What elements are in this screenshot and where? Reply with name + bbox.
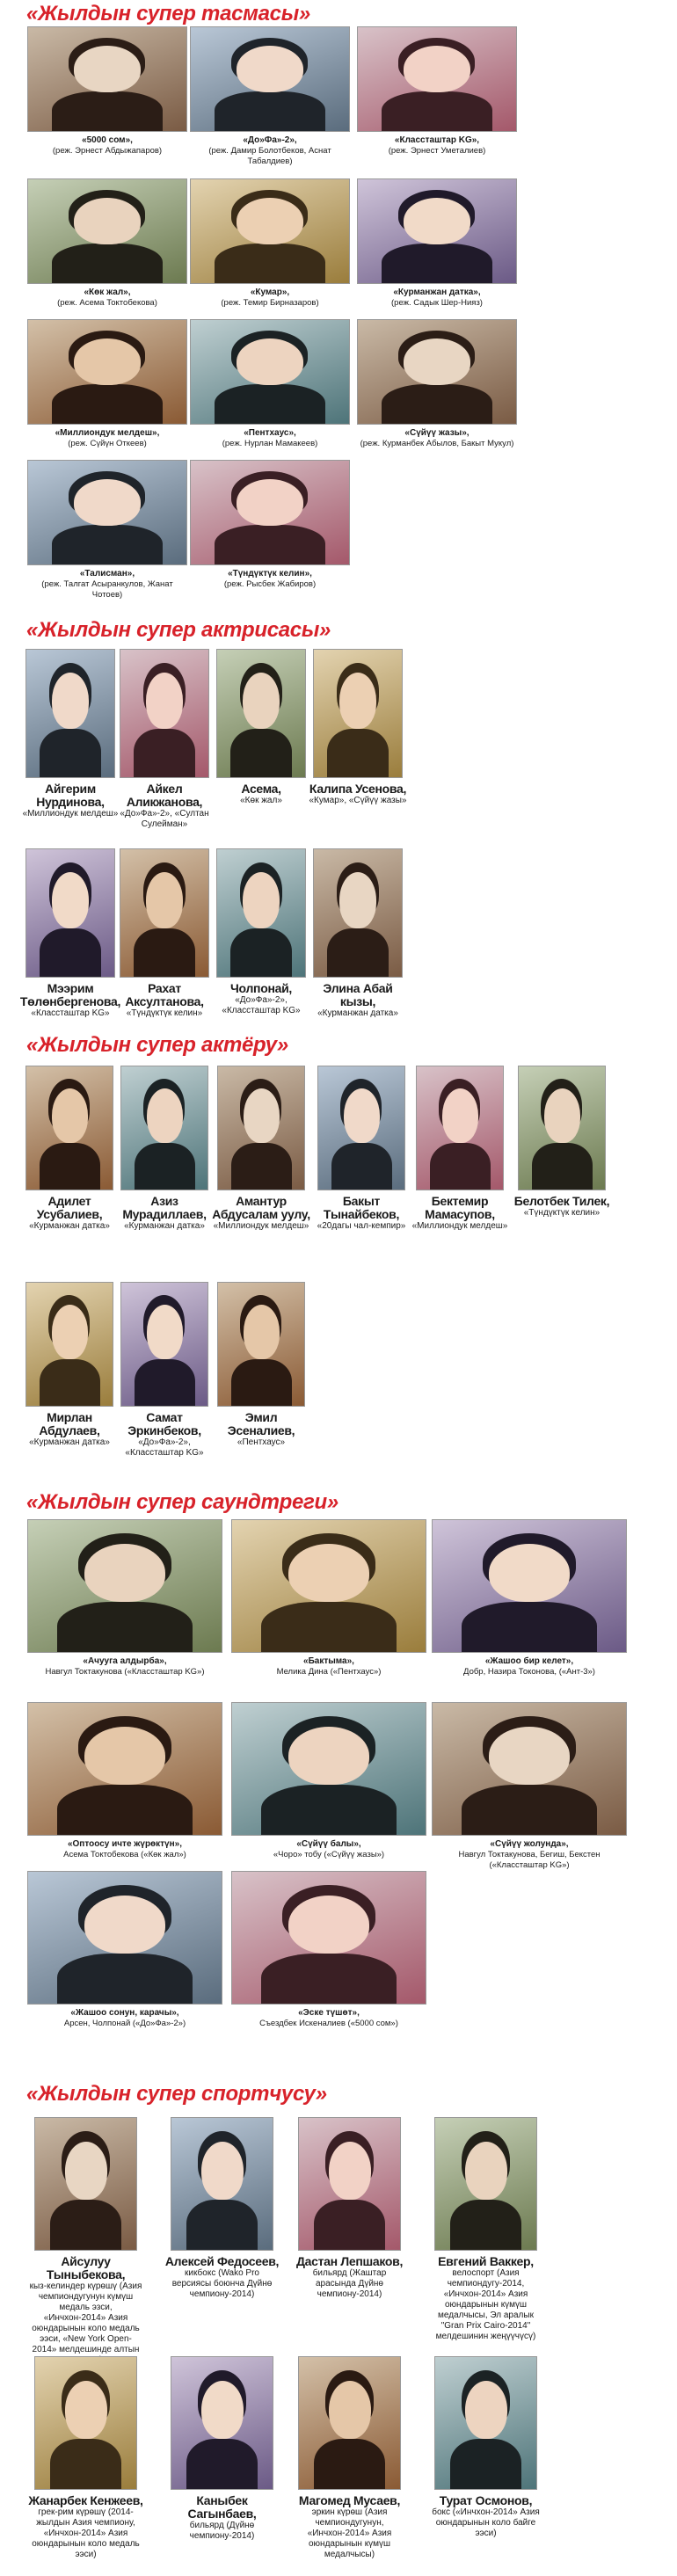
athlete-photo xyxy=(34,2356,137,2490)
athlete-role: эркин күрөш (Азия чемпиондугунун, «Инчхон-2014» Азия оюндарынын күмүш медалчысы) xyxy=(307,2507,392,2559)
actress-item[interactable] xyxy=(210,848,312,1016)
athlete-item[interactable] xyxy=(428,2356,543,2539)
soundtrack-title: «Ачууга алдырба», xyxy=(83,1656,167,1666)
athlete-name: Дастан Лепшаков, xyxy=(295,2254,404,2268)
soundtrack-performer: Мелика Дина («Пентхаус») xyxy=(276,1667,382,1677)
actress-photo xyxy=(313,649,403,778)
actor-item[interactable] xyxy=(19,1282,120,1448)
soundtrack-caption xyxy=(26,1656,223,1677)
soundtrack-title: «Эске түшөт», xyxy=(298,2008,360,2018)
actor-photo xyxy=(25,1066,113,1190)
film-photo xyxy=(27,460,187,565)
athlete-photo xyxy=(434,2356,537,2490)
athlete-photo xyxy=(434,2117,537,2251)
actor-role: «Миллиондук мелдеш» xyxy=(213,1221,309,1231)
film-item[interactable] xyxy=(356,26,518,156)
film-title: «Сүйүү жазы», xyxy=(404,428,470,438)
actress-name: Айгерим Нурдинова, xyxy=(36,782,105,809)
soundtrack-photo xyxy=(27,1871,222,2005)
actress-item[interactable] xyxy=(307,848,409,1019)
film-title: «До»Фа»-2», xyxy=(243,135,297,145)
athlete-name: Алексей Федосеев, xyxy=(164,2254,280,2268)
athlete-name: Турат Осмонов, xyxy=(439,2493,533,2507)
film-item[interactable] xyxy=(356,319,518,449)
actor-photo xyxy=(120,1066,208,1190)
soundtrack-item[interactable] xyxy=(26,1519,223,1677)
actresses-section-title: «Жылдын супер актрисасы» xyxy=(26,618,331,642)
soundtrack-photo xyxy=(27,1519,222,1653)
actor-photo xyxy=(25,1282,113,1407)
actor-role: «Курманжан датка» xyxy=(29,1437,110,1447)
athlete-role: бокс («Инчхон-2014» Азия оюндарынын коло байге ээси) xyxy=(432,2507,540,2538)
soundtrack-item[interactable] xyxy=(26,1702,223,1860)
soundtrack-title: «Сүйүү жолунда», xyxy=(490,1839,569,1849)
film-photo xyxy=(357,26,517,132)
actor-photo xyxy=(317,1066,405,1190)
athlete-item[interactable] xyxy=(292,2356,407,2560)
film-caption xyxy=(189,135,351,167)
actor-name: Бектемир Мамасупов, xyxy=(425,1194,495,1221)
soundtrack-performer: Добр, Назира Токонова, («Ант-3») xyxy=(463,1667,595,1677)
actress-item[interactable] xyxy=(210,649,312,806)
film-caption xyxy=(189,287,351,309)
actor-name: Белотбек Тилек, xyxy=(513,1194,610,1208)
actress-name: Асема, xyxy=(241,782,281,796)
film-director: (реж. Талгат Асыранкулов, Жанат Чотоев) xyxy=(41,579,173,600)
film-item[interactable] xyxy=(189,460,351,590)
athlete-role: кикбокс (Wako Pro версиясы боюнча Дүйнө чемпиону-2014) xyxy=(171,2268,273,2299)
soundtrack-performer: Навгул Токтакунова, Бегиш, Бекстен («Классташтар KG») xyxy=(458,1850,601,1870)
soundtrack-title: «Сүйүү балы», xyxy=(296,1839,361,1849)
soundtrack-item[interactable] xyxy=(230,1519,427,1677)
film-director: (реж. Эрнест Уметалиев) xyxy=(388,146,486,156)
actress-item[interactable] xyxy=(113,848,215,1019)
film-director: (реж. Темир Бирназаров) xyxy=(221,298,319,308)
athlete-item[interactable] xyxy=(428,2117,543,2342)
athlete-photo xyxy=(34,2117,137,2251)
athlete-item[interactable] xyxy=(164,2356,280,2542)
actor-item[interactable] xyxy=(512,1066,612,1219)
actor-item[interactable] xyxy=(114,1066,215,1232)
soundtrack-photo xyxy=(231,1702,426,1836)
soundtrack-photo xyxy=(231,1871,426,2005)
actress-photo xyxy=(120,649,209,778)
actors-section-title: «Жылдын супер актёру» xyxy=(26,1033,288,1057)
actress-item[interactable] xyxy=(19,649,121,819)
film-photo xyxy=(357,178,517,284)
actress-name: Калипа Усенова, xyxy=(309,782,407,796)
film-caption xyxy=(26,569,188,600)
film-director: (реж. Сүйүн Откеев) xyxy=(68,439,147,448)
actress-name: Айкел Аликжанова, xyxy=(126,782,203,809)
film-item[interactable] xyxy=(356,178,518,309)
athlete-role: кыз-келиндер күрөшү (Азия чемпиондугунун күмүш медаль эзси, «Инчхон-2014» Азия оюндарынын коло медаль ээси, «New York Open-2014» мелдешинде алтын xyxy=(29,2281,142,2354)
athlete-name: Евгений Ваккер, xyxy=(438,2254,534,2268)
soundtrack-performer: Асема Токтобекова («Көк жал») xyxy=(63,1850,186,1859)
film-item[interactable] xyxy=(189,319,351,449)
soundtrack-title: «Оптоосу ичте жүрөктүн», xyxy=(67,1839,183,1849)
film-item[interactable] xyxy=(26,319,188,449)
film-item[interactable] xyxy=(189,178,351,309)
film-item[interactable] xyxy=(26,460,188,600)
soundtrack-item[interactable] xyxy=(230,1871,427,2029)
actress-name: Рахат Аксултанова, xyxy=(125,981,204,1008)
athlete-role: бильярд (Дүйнө чемпиону-2014) xyxy=(189,2521,255,2541)
actor-role: «Пентхаус» xyxy=(237,1437,286,1447)
actor-photo xyxy=(217,1282,305,1407)
athlete-role: велоспорт (Азия чемпиондугу-2014, «Инчхон-2014» Азия оюндарынын күмүш медалчысы, Эл аралык "Gran Prix Cairo-2014" мелдешинин жеңүүчүсү) xyxy=(435,2268,536,2341)
actress-role: «Классташтар KG» xyxy=(31,1008,110,1018)
soundtrack-caption xyxy=(431,1839,628,1871)
film-photo xyxy=(190,178,350,284)
actress-item[interactable] xyxy=(307,649,409,806)
athlete-name: Айсулуу Тыныбекова, xyxy=(46,2254,126,2281)
actress-photo xyxy=(120,848,209,978)
actor-photo xyxy=(518,1066,606,1190)
athlete-item[interactable] xyxy=(292,2117,407,2300)
actress-role: «Түндүктүк келин» xyxy=(126,1008,203,1018)
athlete-role: грек-рим күрөшү (2014-жылдын Азия чемпиону, «Инчхон-2014» Азия оюндарынын коло медаль ээси) xyxy=(32,2507,140,2559)
soundtrack-caption xyxy=(26,1839,223,1860)
actor-name: Мирлан Абдулаев, xyxy=(39,1410,100,1437)
film-caption xyxy=(356,287,518,309)
films-section-title: «Жылдын супер тасмасы» xyxy=(26,2,310,25)
actor-role: «Түндүктүк келин» xyxy=(523,1208,601,1218)
actress-photo xyxy=(216,649,306,778)
soundtrack-title: «Жашоо сонун, карачы», xyxy=(70,2008,179,2018)
actor-photo xyxy=(416,1066,504,1190)
soundtrack-performer: Арсен, Чолпонай («До»Фа»-2») xyxy=(63,2019,186,2028)
film-title: «5000 сом», xyxy=(82,135,133,145)
film-director: (реж. Дамир Болотбеков, Аснат Табалдиев) xyxy=(208,146,331,166)
film-title: «Түндүктүк келин», xyxy=(228,569,312,579)
soundtrack-item[interactable] xyxy=(230,1702,427,1860)
film-title: «Классташтар KG», xyxy=(394,135,480,145)
actor-name: Азиз Мурадиллаев, xyxy=(122,1194,207,1221)
actress-role: «Көк жал» xyxy=(240,796,282,805)
actor-role: «Курманжан датка» xyxy=(29,1221,110,1231)
songs-section-title: «Жылдын супер саундтреги» xyxy=(26,1490,338,1514)
actress-name: Элина Абай кызы, xyxy=(323,981,393,1008)
athlete-role: бильярд (Жаштар арасында Дүйнө чемпиону-2014) xyxy=(312,2268,387,2299)
soundtrack-item[interactable] xyxy=(431,1702,628,1871)
athlete-name: Каныбек Сагынбаев, xyxy=(187,2493,257,2521)
soundtrack-performer: «Чоро» тобу («Сүйүү жазы») xyxy=(273,1850,385,1859)
film-director: (реж. Эрнест Абдыжапаров) xyxy=(52,146,163,156)
film-director: (реж. Садык Шер-Нияз) xyxy=(391,298,483,308)
actor-item[interactable] xyxy=(311,1066,411,1232)
athlete-photo xyxy=(298,2117,401,2251)
actress-role: «Курманжан датка» xyxy=(317,1008,398,1018)
actress-role: «До»Фа»-2», «Классташтар KG» xyxy=(222,995,301,1015)
actor-item[interactable] xyxy=(211,1282,311,1448)
film-item[interactable] xyxy=(26,178,188,309)
actor-name: Адилет Усубалиев, xyxy=(36,1194,103,1221)
film-photo xyxy=(27,26,187,132)
film-director: (реж. Асема Токтобекова) xyxy=(57,298,157,308)
actress-photo xyxy=(25,649,115,778)
soundtrack-title: «Бактыма», xyxy=(303,1656,354,1666)
soundtrack-caption xyxy=(230,1839,427,1860)
athlete-name: Магомед Мусаев, xyxy=(298,2493,401,2507)
soundtrack-title: «Жашоо бир келет», xyxy=(484,1656,574,1666)
film-photo xyxy=(190,319,350,425)
film-director: (реж. Нурлан Мамакеев) xyxy=(222,439,318,448)
actor-name: Эмил Эсеналиев, xyxy=(227,1410,295,1437)
athlete-item[interactable] xyxy=(28,2356,143,2560)
athletes-section-title: «Жылдын супер спортчусу» xyxy=(26,2082,327,2106)
soundtrack-photo xyxy=(27,1702,222,1836)
actress-photo xyxy=(25,848,115,978)
film-photo xyxy=(27,178,187,284)
film-caption xyxy=(26,135,188,156)
athlete-item[interactable] xyxy=(28,2117,143,2366)
actress-role: «До»Фа»-2», «Султан Сулейман» xyxy=(120,809,209,829)
film-title: «Кумар», xyxy=(250,287,290,297)
film-caption xyxy=(189,569,351,590)
actor-item[interactable] xyxy=(211,1066,311,1232)
film-caption xyxy=(356,428,518,449)
film-caption xyxy=(356,135,518,156)
athlete-photo xyxy=(171,2117,273,2251)
film-title: «Пентхаус», xyxy=(244,428,296,438)
film-title: «Көк жал», xyxy=(84,287,131,297)
film-caption xyxy=(26,287,188,309)
actor-item[interactable] xyxy=(410,1066,510,1232)
soundtrack-performer: Съездбек Искеналиев («5000 сом») xyxy=(259,2019,398,2028)
actor-item[interactable] xyxy=(19,1066,120,1232)
actor-item[interactable] xyxy=(114,1282,215,1459)
actress-role: «Миллиондук мелдеш» xyxy=(22,809,119,819)
soundtrack-caption xyxy=(431,1656,628,1677)
actor-role: «До»Фа»-2», «Классташтар KG» xyxy=(125,1437,204,1458)
soundtrack-item[interactable] xyxy=(431,1519,628,1677)
actor-name: Амантур Абдусалам уулу, xyxy=(212,1194,310,1221)
actor-role: «20дагы чал-кемпир» xyxy=(317,1221,406,1231)
actor-name: Бакыт Тынайбеков, xyxy=(323,1194,400,1221)
film-title: «Курманжан датка», xyxy=(393,287,481,297)
soundtrack-photo xyxy=(432,1519,627,1653)
actor-role: «Миллиондук мелдеш» xyxy=(411,1221,508,1231)
actress-item[interactable] xyxy=(113,649,215,830)
actor-role: «Курманжан датка» xyxy=(124,1221,205,1231)
actress-role: «Кумар», «Сүйүү жазы» xyxy=(309,796,407,805)
actor-name: Самат Эркинбеков, xyxy=(127,1410,201,1437)
film-item[interactable] xyxy=(26,26,188,156)
actress-photo xyxy=(216,848,306,978)
athlete-item[interactable] xyxy=(164,2117,280,2300)
film-director: (реж. Курманбек Абылов, Бакыт Мукул) xyxy=(360,439,514,448)
film-title: «Миллиондук мелдеш», xyxy=(55,428,160,438)
actor-photo xyxy=(120,1282,208,1407)
soundtrack-caption xyxy=(26,2008,223,2029)
athlete-photo xyxy=(171,2356,273,2490)
film-item[interactable] xyxy=(189,26,351,167)
film-director: (реж. Рысбек Жабиров) xyxy=(223,579,317,589)
actress-photo xyxy=(313,848,403,978)
soundtrack-photo xyxy=(432,1702,627,1836)
athlete-name: Жанарбек Кенжеев, xyxy=(28,2493,143,2507)
actress-item[interactable] xyxy=(19,848,121,1019)
soundtrack-caption xyxy=(230,1656,427,1677)
film-caption xyxy=(26,428,188,449)
film-photo xyxy=(357,319,517,425)
actor-photo xyxy=(217,1066,305,1190)
athlete-photo xyxy=(298,2356,401,2490)
actress-name: Чолпонай, xyxy=(230,981,292,995)
actress-name: Мээрим Төлөнбергенова, xyxy=(19,981,121,1008)
film-caption xyxy=(189,428,351,449)
soundtrack-caption xyxy=(230,2008,427,2029)
soundtrack-photo xyxy=(231,1519,426,1653)
film-photo xyxy=(190,460,350,565)
film-title: «Талисман», xyxy=(79,569,135,579)
film-photo xyxy=(27,319,187,425)
soundtrack-item[interactable] xyxy=(26,1871,223,2029)
film-photo xyxy=(190,26,350,132)
soundtrack-performer: Навгул Токтакунова («Классташтар KG») xyxy=(45,1667,205,1677)
